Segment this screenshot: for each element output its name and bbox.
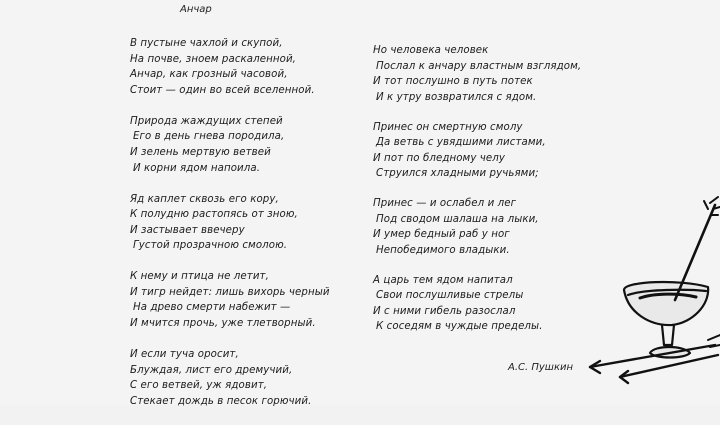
poison-cup-and-arrows-icon [580,195,720,385]
stanza [373,273,613,335]
right-column [373,43,613,349]
verse-line: И тигр нейдет: лишь вихорь черный [130,286,330,298]
poem-title: Анчар [180,4,212,15]
verse-line: Принес — и ослабел и лег [373,198,517,210]
verse-line: И зелень мертвую ветвей [130,146,271,158]
verse-line: И к утру возвратился с ядом. [376,91,537,103]
stanza [373,196,613,258]
stanza [130,114,350,176]
verse-line: К соседям в чуждые пределы. [376,321,543,333]
stanza [373,120,613,182]
stanza [373,43,613,105]
verse-line: Природа жаждущих степей [130,115,283,127]
verse-line: А царь тем ядом напитал [373,274,513,286]
verse-line: На почве, зноем раскаленной, [130,53,297,65]
verse-line: Принес он смертную смолу [373,121,523,133]
stanza [130,269,350,331]
left-column [130,36,350,425]
verse-line: Густой прозрачною смолою. [133,240,288,252]
verse-line: Непобедимого владыки. [376,244,510,256]
verse-line: Блуждая, лист его дремучий, [130,364,293,376]
verse-line: И с ними гибель разослал [373,305,516,317]
verse-line: И умер бедный раб у ног [373,229,510,241]
stanza [130,36,350,98]
verse-line: Но человека человек [373,45,489,56]
verse-line: И застывает ввечеру [130,224,245,236]
author-signature: А.С. Пушкин [508,362,574,373]
verse-line: В пустыне чахлой и скупой, [130,38,283,49]
stanza [130,192,350,254]
verse-line: Да ветвь с увядшими листами, [376,137,546,149]
verse-line: И корни ядом напоила. [133,162,261,174]
verse-line: На древо смерти набежит — [133,302,291,314]
verse-line: К нему и птица не летит, [130,271,269,283]
verse-line: И мчится прочь, уже тлетворный. [130,318,316,330]
verse-line: Послал к анчару властным взглядом, [376,60,582,72]
verse-line: Стоит — один во всей вселенной. [130,84,315,96]
verse-line: Струился хладными ручьями; [376,168,539,180]
verse-line: К полудню растопясь от зною, [130,209,298,221]
verse-line: Стекает дождь в песок горючий. [130,395,312,407]
verse-line: Его в день гнева породила, [133,131,285,143]
verse-line: Под сводом шалаша на лыки, [376,213,539,225]
verse-line: И тот послушно в путь потек [373,76,533,88]
verse-line: Свои послушливые стрелы [376,290,524,302]
verse-line: И если туча оросит, [130,349,239,361]
verse-line: Анчар, как грозный часовой, [130,69,288,81]
verse-line: И пот по бледному челу [373,152,506,164]
verse-line: С его ветвей, уж ядовит, [130,380,268,392]
verse-line: Яд каплет сквозь его кору, [130,193,279,205]
stanza [130,347,350,409]
